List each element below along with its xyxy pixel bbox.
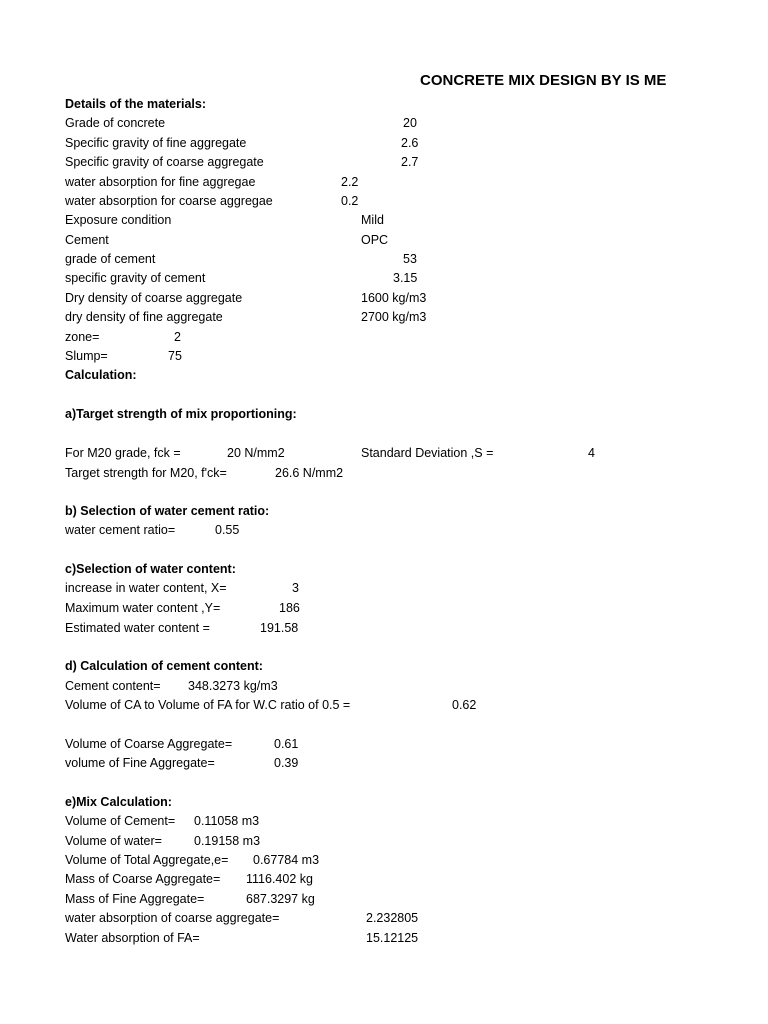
wa-coarse-calc-value: 2.232805 [366, 911, 419, 925]
exposure-value: Mild [361, 213, 384, 227]
sg-coarse-label: Specific gravity of coarse aggregate [65, 155, 264, 169]
mass-coarse-label: Mass of Coarse Aggregate= [65, 872, 221, 886]
wc-ratio-value: 0.55 [215, 523, 240, 537]
sg-cement-value: 3.15 [393, 271, 418, 285]
wa-coarse-label: water absorption for coarse aggregae [65, 194, 273, 208]
fck-value: 20 N/mm2 [227, 446, 285, 460]
vol-total-agg-label: Volume of Total Aggregate,e= [65, 853, 229, 867]
sg-coarse-value: 2.7 [401, 155, 419, 169]
mass-fine-value: 687.3297 kg [246, 892, 315, 906]
wa-fine-calc-value: 15.12125 [366, 931, 419, 945]
sd-label: Standard Deviation ,S = [361, 446, 494, 460]
fck-label: For M20 grade, fck = [65, 446, 181, 460]
mass-coarse-value: 1116.402 kg [246, 872, 313, 886]
section-b-heading: b) Selection of water cement ratio: [65, 504, 270, 518]
section-c-heading: c)Selection of water content: [65, 562, 236, 576]
zone-label: zone= [65, 330, 100, 344]
wa-fine-label: water absorption for fine aggregae [65, 175, 256, 189]
wc-ratio-label: water cement ratio= [65, 523, 176, 537]
max-water-label: Maximum water content ,Y= [65, 601, 221, 615]
sg-cement-label: specific gravity of cement [65, 271, 206, 285]
sd-value: 4 [588, 446, 595, 460]
slump-value: 75 [168, 349, 182, 363]
zone-value: 2 [174, 330, 181, 344]
section-d-heading: d) Calculation of cement content: [65, 659, 263, 673]
increase-water-label: increase in water content, X= [65, 581, 227, 595]
est-water-label: Estimated water content = [65, 621, 210, 635]
grade-label: Grade of concrete [65, 116, 166, 130]
vol-cement-label: Volume of Cement= [65, 814, 176, 828]
wa-fine-value: 2.2 [341, 175, 359, 189]
grade-value: 20 [403, 116, 417, 130]
wa-coarse-value: 0.2 [341, 194, 359, 208]
cement-grade-label: grade of cement [65, 252, 156, 266]
cement-value: OPC [361, 233, 389, 247]
target-strength-value: 26.6 N/mm2 [275, 466, 344, 480]
mass-fine-label: Mass of Fine Aggregate= [65, 892, 205, 906]
document-title: CONCRETE MIX DESIGN BY IS ME [420, 72, 667, 89]
cement-label: Cement [65, 233, 109, 247]
dd-fine-label: dry density of fine aggregate [65, 310, 223, 324]
increase-water-value: 3 [292, 581, 299, 595]
wa-coarse-calc-label: water absorption of coarse aggregate= [65, 911, 280, 925]
calculation-heading: Calculation: [65, 368, 137, 382]
sg-fine-label: Specific gravity of fine aggregate [65, 136, 247, 150]
ca-fa-ratio-label: Volume of CA to Volume of FA for W.C ratio of 0.5 = [65, 698, 351, 712]
vol-water-value: 0.19158 m3 [194, 834, 261, 848]
vol-coarse-value: 0.61 [274, 737, 299, 751]
vol-fine-label: volume of Fine Aggregate= [65, 756, 215, 770]
vol-water-label: Volume of water= [65, 834, 162, 848]
ca-fa-ratio-value: 0.62 [452, 698, 477, 712]
cement-content-label: Cement content= [65, 679, 161, 693]
dd-fine-value: 2700 kg/m3 [361, 310, 427, 324]
section-a-heading: a)Target strength of mix proportioning: [65, 407, 297, 421]
vol-cement-value: 0.11058 m3 [194, 814, 260, 828]
max-water-value: 186 [279, 601, 300, 615]
est-water-value: 191.58 [260, 621, 299, 635]
exposure-label: Exposure condition [65, 213, 172, 227]
dd-coarse-label: Dry density of coarse aggregate [65, 291, 243, 305]
sg-fine-value: 2.6 [401, 136, 419, 150]
vol-coarse-label: Volume of Coarse Aggregate= [65, 737, 233, 751]
materials-heading: Details of the materials: [65, 97, 207, 111]
wa-fine-calc-label: Water absorption of FA= [65, 931, 200, 945]
target-strength-label: Target strength for M20, f'ck= [65, 466, 227, 480]
cement-content-value: 348.3273 kg/m3 [188, 679, 278, 693]
vol-fine-value: 0.39 [274, 756, 299, 770]
cement-grade-value: 53 [403, 252, 417, 266]
vol-total-agg-value: 0.67784 m3 [253, 853, 320, 867]
section-e-heading: e)Mix Calculation: [65, 795, 172, 809]
slump-label: Slump= [65, 349, 108, 363]
dd-coarse-value: 1600 kg/m3 [361, 291, 427, 305]
